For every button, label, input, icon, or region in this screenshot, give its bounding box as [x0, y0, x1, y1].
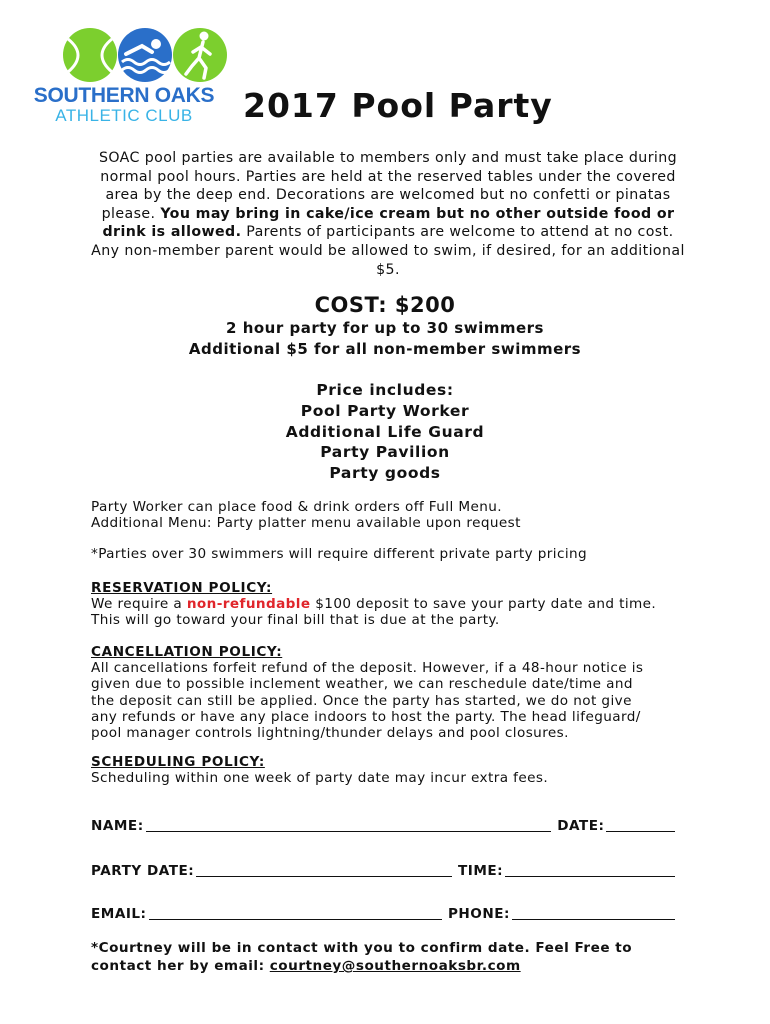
time-label: TIME:	[458, 863, 504, 879]
intro-text-1: SOAC pool parties are available to members only and must take place during normal pool hours. Parties are held at the reserved tables under the covered area by the deep end. Decorations are welcomed but no confetti or pinatas please.	[98, 150, 678, 222]
intro-paragraph	[88, 149, 688, 279]
email-field[interactable]	[149, 905, 442, 920]
time-field[interactable]	[505, 862, 675, 877]
reservation-line-2: This will go toward your final bill that is due at the party.	[91, 612, 500, 629]
cost-line-1: 2 hour party for up to 30 swimmers	[226, 319, 544, 337]
page-title: 2017 Pool Party	[243, 86, 553, 125]
contact-email-link[interactable]: courtney@southernoaksbr.com	[269, 958, 521, 974]
name-field[interactable]	[146, 817, 552, 832]
cost-section	[0, 292, 770, 360]
party-date-field[interactable]	[196, 862, 452, 877]
cancellation-line: given due to possible inclement weather, we can reschedule date/time and	[91, 676, 633, 693]
reservation-post: $100 deposit to save your party date and time.	[310, 596, 657, 613]
phone-field[interactable]	[512, 905, 675, 920]
menu-line-1: Party Worker can place food & drink orders off Full Menu.	[91, 499, 503, 515]
cost-line-2: Additional $5 for all non-member swimmers	[188, 340, 582, 358]
logo-name: SOUTHERN OAKS	[33, 84, 215, 107]
phone-label: PHONE:	[447, 906, 510, 922]
cancellation-heading: CANCELLATION POLICY:	[91, 644, 283, 660]
tennis-ball-icon	[63, 28, 117, 82]
cancellation-line: pool manager controls lightning/thunder delays and pool closures.	[91, 725, 569, 742]
menu-line-2: Additional Menu: Party platter menu available upon request	[91, 515, 521, 532]
reservation-heading: RESERVATION POLICY:	[91, 580, 273, 596]
club-logo	[22, 22, 222, 132]
includes-item: Party Pavilion	[320, 443, 450, 462]
includes-item: Additional Life Guard	[285, 422, 485, 441]
logo-subtitle: ATHLETIC CLUB	[55, 106, 193, 125]
name-label: NAME:	[91, 818, 144, 834]
includes-section	[0, 380, 770, 484]
cancellation-line: the deposit can still be applied. Once the party has started, we do not give	[91, 692, 632, 709]
includes-item: Pool Party Worker	[300, 401, 470, 420]
large-party-note: *Parties over 30 swimmers will require different private party pricing	[91, 546, 588, 562]
email-label: EMAIL:	[91, 906, 147, 922]
reservation-line-1	[91, 596, 691, 612]
contact-note	[91, 939, 691, 975]
scheduling-heading: SCHEDULING POLICY:	[91, 754, 265, 770]
intro-text-2: Parents of participants are welcome to attend at no cost. Any non-member parent would be allowed to swim, if desired, for an additional $5.	[91, 224, 685, 278]
scheduling-text: Scheduling within one week of party date may incur extra fees.	[91, 770, 549, 787]
date-label: DATE:	[557, 818, 605, 834]
cancellation-line: All cancellations forfeit refund of the deposit. However, if a 48-hour notice is	[91, 660, 644, 677]
menu-section	[91, 499, 691, 531]
non-refundable-text: non-refundable	[186, 596, 311, 613]
form-row-party-date	[91, 862, 681, 879]
cancellation-line: any refunds or have any place indoors to host the party. The head lifeguard/	[91, 708, 641, 725]
form-row-name	[91, 817, 681, 834]
swimmer-icon	[118, 28, 172, 82]
scheduling-policy	[91, 754, 691, 786]
reservation-pre: We require a	[91, 596, 187, 613]
form-row-email	[91, 905, 681, 922]
includes-heading: Price includes:	[316, 381, 454, 399]
intro-bold-text: You may bring in cake/ice cream but no other outside food or drink is allowed.	[102, 205, 675, 241]
reservation-policy	[91, 580, 691, 629]
cost-label: COST: $200	[314, 293, 456, 317]
contact-text: *Courtney will be in contact with you to confirm date. Feel Free to contact her by email:	[91, 940, 633, 974]
includes-item: Party goods	[329, 464, 441, 483]
party-date-label: PARTY DATE:	[91, 863, 195, 879]
date-field[interactable]	[606, 817, 675, 832]
runner-icon	[173, 28, 227, 82]
logo-icons	[60, 22, 230, 92]
cancellation-policy	[91, 644, 691, 741]
